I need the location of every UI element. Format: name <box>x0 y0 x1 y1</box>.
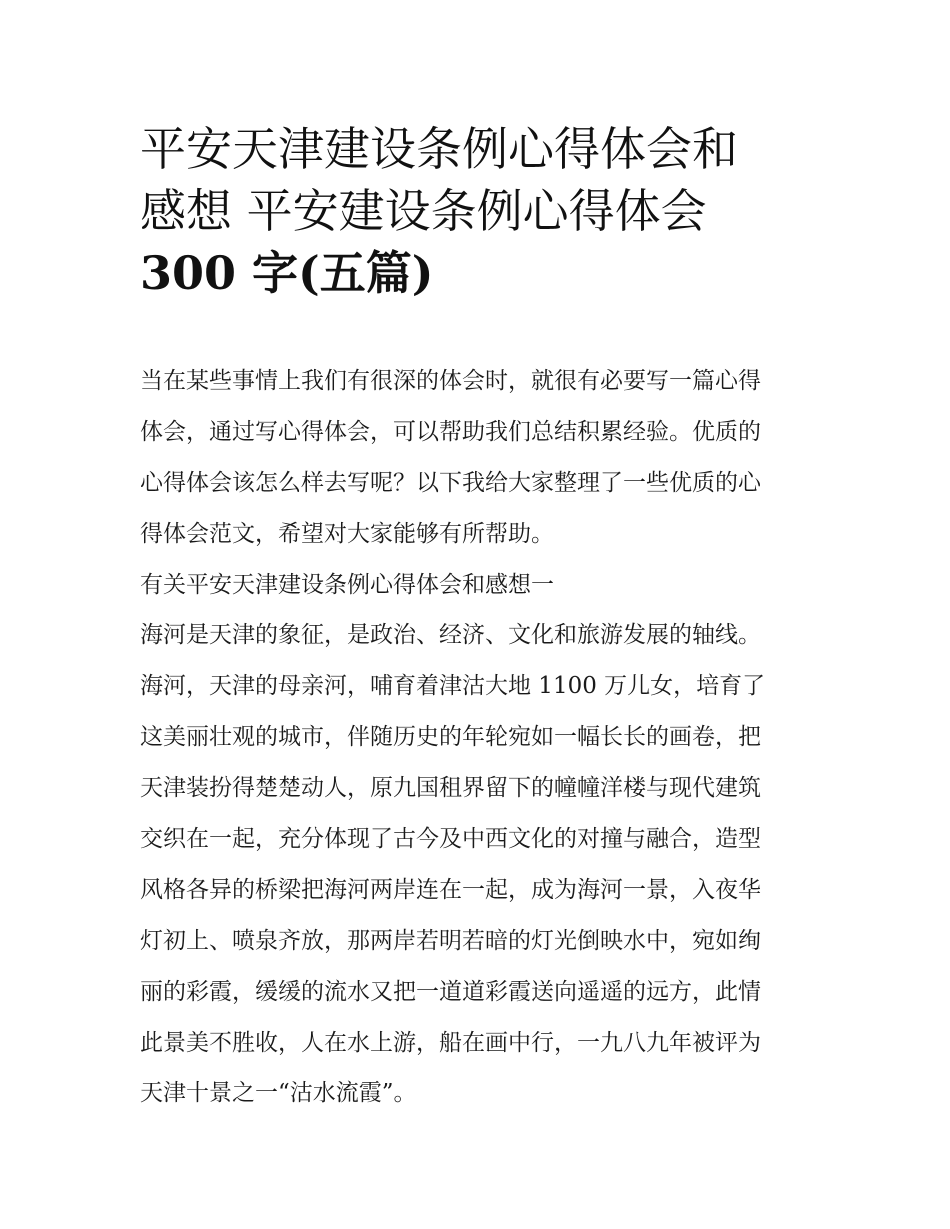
title-line: 平安天津建设条例心得体会和 <box>140 122 738 176</box>
document-body <box>140 356 820 1119</box>
title-line: 300 字(五篇) <box>140 246 434 300</box>
body-line: 海河，天津的母亲河，哺育着津沽大地 1100 万儿女，培育了 <box>140 673 766 700</box>
title-line: 感想 平安建设条例心得体会 <box>140 184 707 238</box>
body-line: 当在某些事情上我们有很深的体会时，就很有必要写一篇心得 <box>140 368 761 394</box>
body-line: 心得体会该怎么样去写呢？以下我给大家整理了一些优质的心 <box>140 469 761 496</box>
body-line: 此景美不胜收，人在水上游，船在画中行，一九八九年被评为 <box>140 1029 761 1056</box>
body-line: 灯初上、喷泉齐放，那两岸若明若暗的灯光倒映水中，宛如绚 <box>140 927 761 954</box>
body-line: 得体会范文，希望对大家能够有所帮助。 <box>140 520 554 547</box>
body-line: 体会，通过写心得体会，可以帮助我们总结积累经验。优质的 <box>140 418 761 445</box>
body-line: 这美丽壮观的城市，伴随历史的年轮宛如一幅长长的画卷，把 <box>140 724 761 751</box>
body-line: 天津十景之一“沽水流霞”。 <box>140 1080 417 1107</box>
document-title <box>140 118 840 304</box>
section-heading: 有关平安天津建设条例心得体会和感想一 <box>140 571 554 598</box>
body-line: 交织在一起，充分体现了古今及中西文化的对撞与融合，造型 <box>140 826 761 853</box>
body-line: 海河是天津的象征，是政治、经济、文化和旅游发展的轴线。 <box>140 622 761 649</box>
body-line: 天津装扮得楚楚动人，原九国租界留下的幢幢洋楼与现代建筑 <box>140 775 761 802</box>
body-line: 风格各异的桥梁把海河两岸连在一起，成为海河一景，入夜华 <box>140 876 761 903</box>
body-line: 丽的彩霞，缓缓的流水又把一道道彩霞送向遥遥的远方，此情 <box>140 978 761 1005</box>
